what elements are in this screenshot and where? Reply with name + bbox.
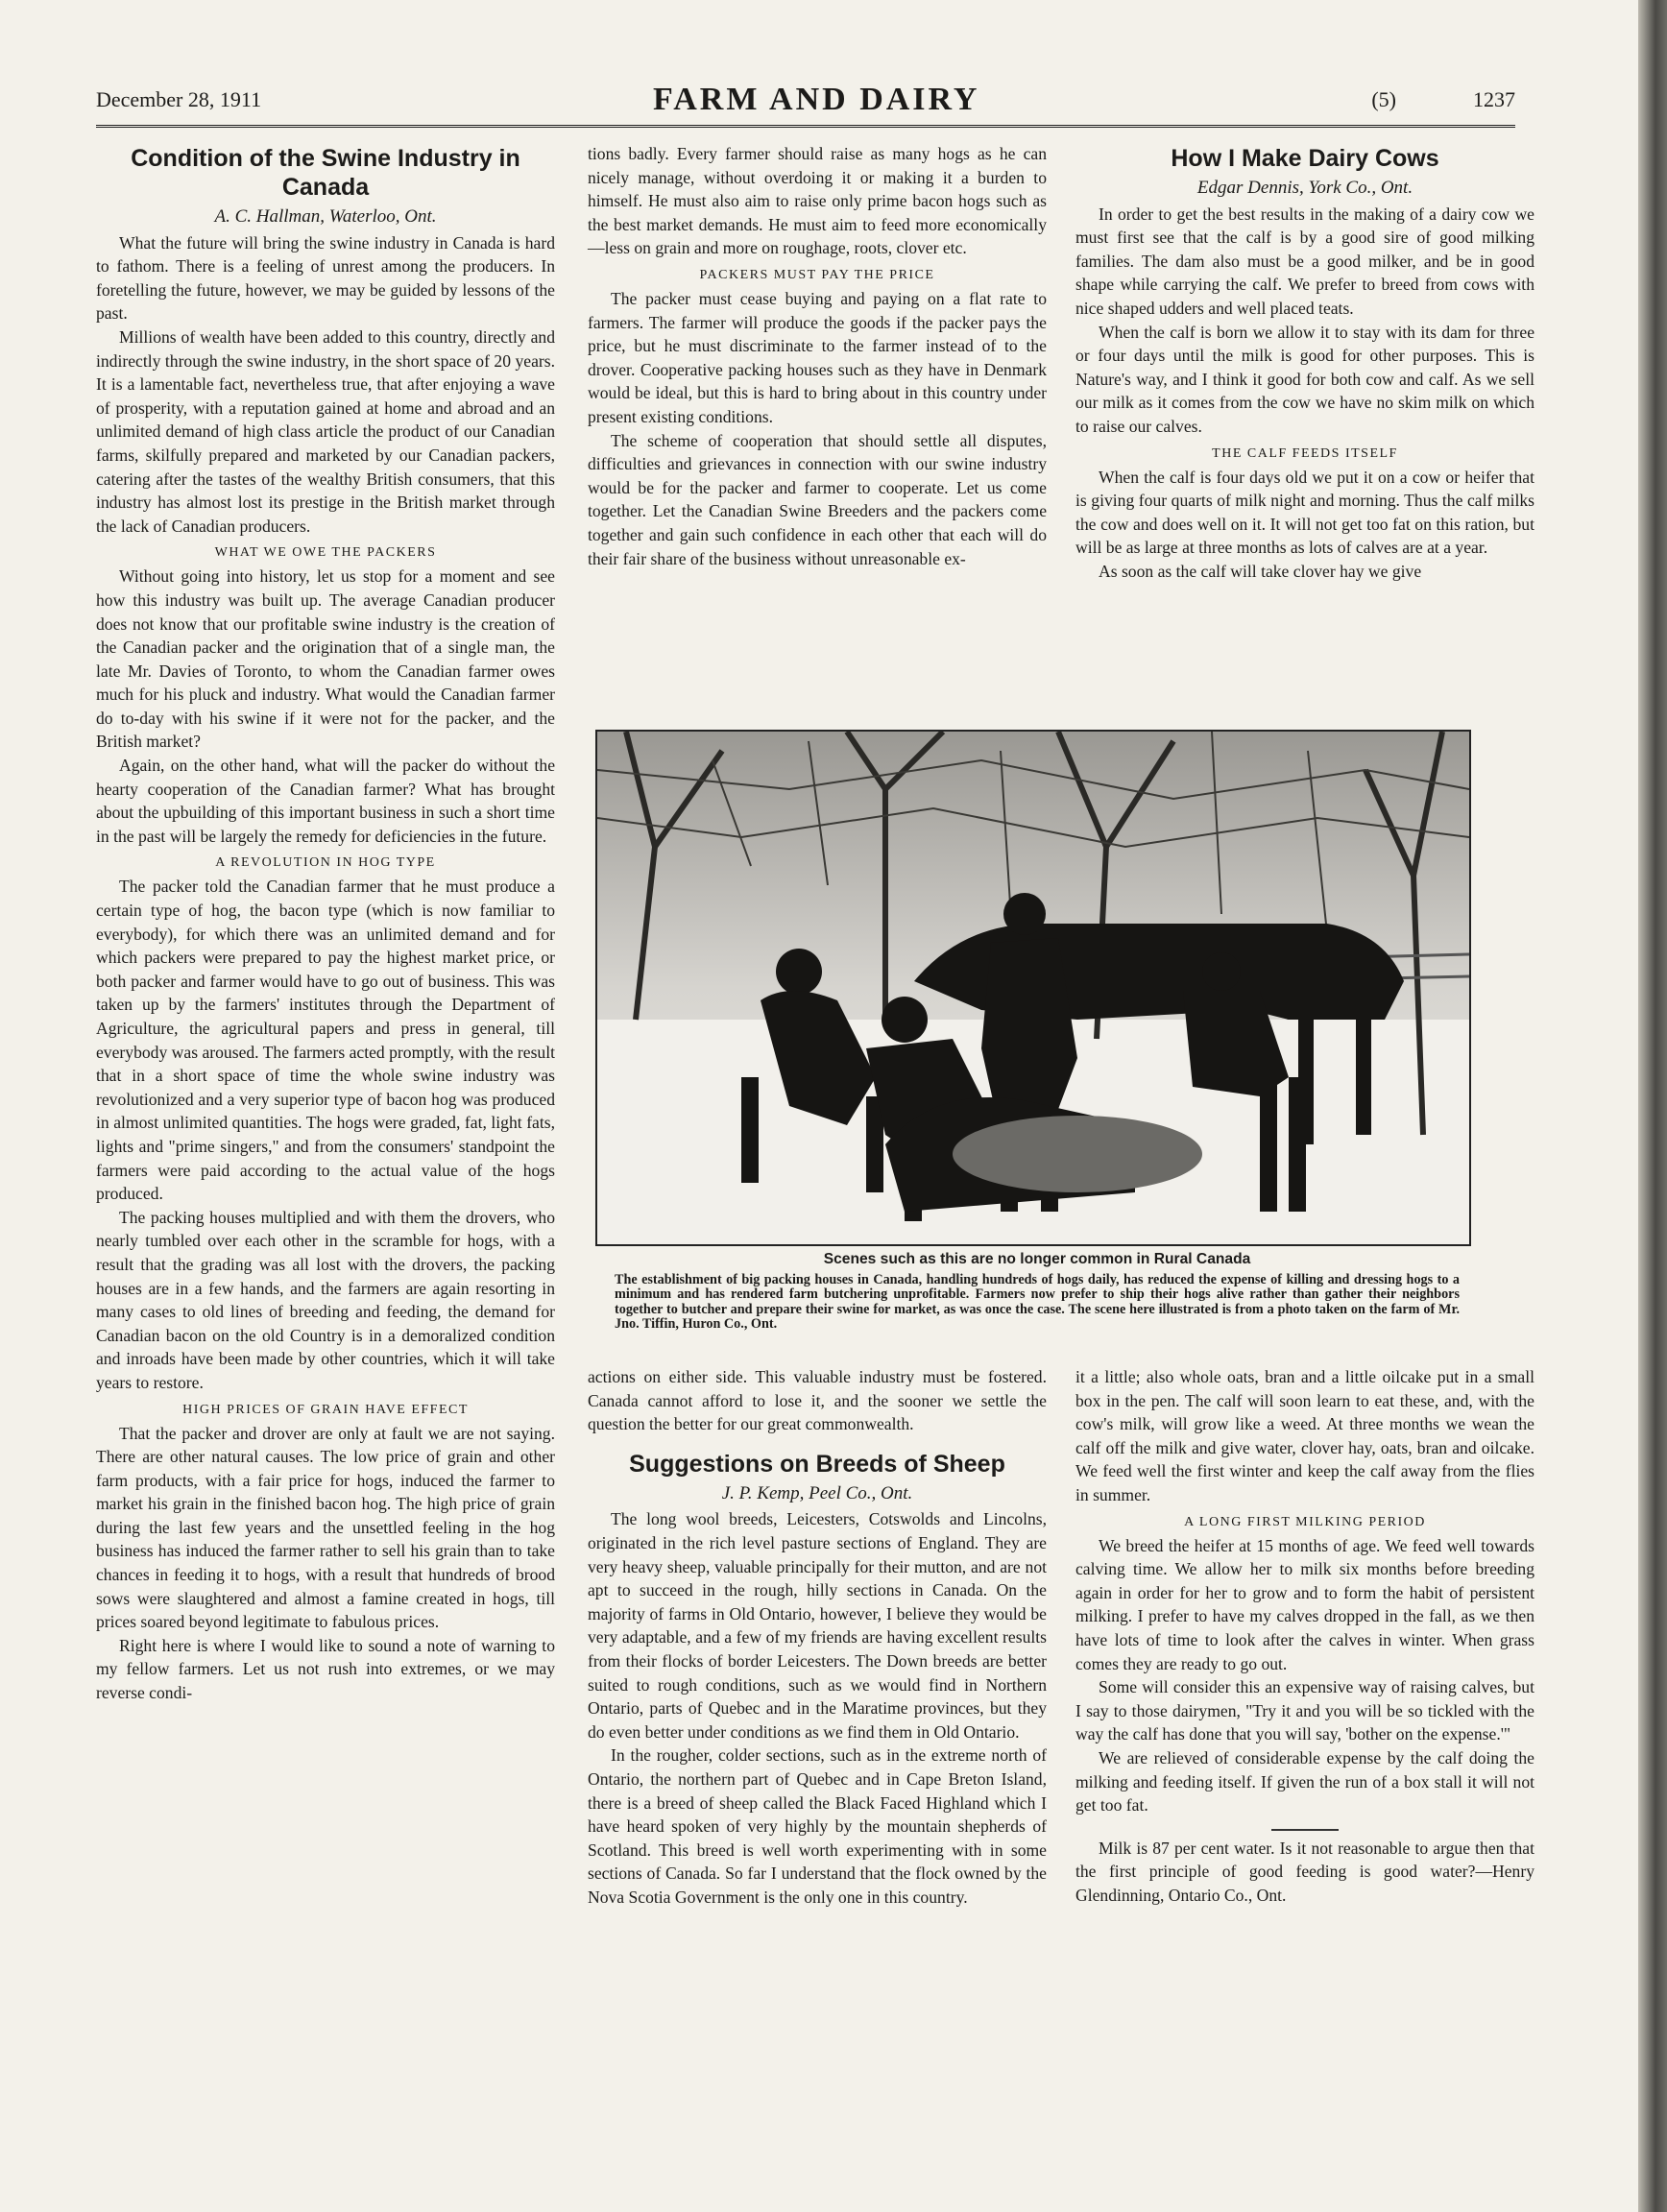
page-numbers <box>1371 87 1515 112</box>
paragraph: The packing houses multiplied and with them the drovers, who nearly tumbled over each other in the scramble for hogs, with a result that the grading was all lost with the drovers, the packing houses are in a few hands, and the farmers are again resorting in many cases to old lines of breeding and feeding, the demand for Canadian bacon on the old Country is in a demoralized condition and inroads have been made by other countries, which it will take years to restore. <box>96 1207 555 1392</box>
paragraph: That the packer and drover are only at fault we are not saying. There are other natural causes. The low price of grain and other farm products, with a fair price for hogs, induced the farmer to market his grain in the finished bacon hog. The high price of grain during the last few years and the unsettled feeling in the hog business has induced the farmer rather to sell his grain than to take chances in feeding it to hogs, with a result that hundreds of brood sows were slaughtered and almost a famine created in hogs, till prices soared beyond legitimate to fabulous prices. <box>96 1423 555 1632</box>
winter-farm-scene-image <box>597 732 1469 1244</box>
paragraph: The long wool breeds, Leicesters, Cotswolds and Lincolns, originated in the rich level pasture sections of England. They are very heavy sheep, valuable principally for their mutton, and are not apt to succeed in the rough, hilly sections in Canada. On the majority of farms in Old Ontario, however, I believe they would be very adaptable, and a few of my friends are having excellent results from their flocks of border Leicesters. The Down breeds are better suited to rough conditions, such as we would find in Northern Ontario, parts of Quebec and in the Maratime provinces, but they do even better under conditions as we find them in Old Ontario. <box>588 1509 1047 1742</box>
paragraph: The packer must cease buying and paying on a flat rate to farmers. The farmer will produce the goods if the packer pays the price, but he must discriminate to the farmer instead of to the drover. Cooperative packing houses such as they have in Denmark would be ideal, but this is hard to bring about in this country under present existing conditions. <box>588 288 1047 426</box>
caption-body: The establishment of big packing houses in Canada, handling hundreds of hogs daily, has reduced the expense of killing and dressing hogs to a minimum and has rendered farm butchering unprofitable. Farmers now prefer to ship their hogs alive rather than gather their neighbors together to butcher and prepare their swine for market, as was once the case. The scene here illustrated is from a photo taken on the farm of Mr. Jno. Tiffin, Huron Co., Ont. <box>615 1271 1460 1333</box>
column-3-bottom <box>1075 1365 1534 1907</box>
photo-caption <box>615 1252 1460 1333</box>
section-divider <box>1271 1829 1339 1831</box>
article-title-swine: Condition of the Swine Industry in Canada <box>131 145 520 201</box>
column-3-top <box>1075 136 1534 584</box>
paragraph: Without going into history, let us stop for a moment and see how this industry was built up. The average Canadian producer does not know that our profitable swine industry is the creation of the Canadian packer and the origination that of a single man, the late Mr. Davies of Toronto, to whom the Canadian farmer owes much for his pluck and industry. What would the Canadian farmer do to-day with his swine if it were not for the packer, and the British market? <box>96 566 555 752</box>
paragraph: Again, on the other hand, what will the packer do without the hearty cooperation of the Canadian farmer? What has brought about the upbuilding of this important business in such a short time in the past will be largely the remedy for deficiencies in the future. <box>96 756 555 846</box>
paragraph: We are relieved of considerable expense by the calf doing the milking and feeding itself. If given the run of a box stall it will not get too fat. <box>1075 1747 1534 1815</box>
article-byline-swine: A. C. Hallman, Waterloo, Ont. <box>214 206 437 227</box>
filler-note: Milk is 87 per cent water. Is it not reasonable to argue then that the first principle of good feeding is good water?—Henry Glendinning, Ontario Co., Ont. <box>1075 1838 1534 1905</box>
volume-page-number: 1237 <box>1473 87 1515 111</box>
paragraph: Millions of wealth have been added to this country, directly and indirectly through the swine industry, in the short space of 20 years. It is a lamentable fact, nevertheless true, that after enjoying a wave of prosperity, with a reputation gained at home and abroad and an unlimited demand of high class article the product of our Canadian farms, skilfully prepared and marketed by our Canadian packers, catering after the tastes of the wealthy British consumers, that this industry has almost lost its prestige in the British market through the lack of Canadian producers. <box>96 326 555 536</box>
subheading: HIGH PRICES OF GRAIN HAVE EFFECT <box>182 1402 469 1417</box>
header-rule <box>96 125 1515 128</box>
article-byline-dairy: Edgar Dennis, York Co., Ont. <box>1196 178 1413 198</box>
article-byline-sheep: J. P. Kemp, Peel Co., Ont. <box>721 1482 913 1503</box>
paragraph: As soon as the calf will take clover hay we give <box>1099 561 1422 581</box>
paragraph: The scheme of cooperation that should settle all disputes, difficulties and grievances in connection with our swine industry would be for the packer and farmer to cooperate. Let us come together. Let the Canadian Swine Breeders and the packers come together and gain such confidence in each other that each will do their fair share of the business without unreasonable ex- <box>588 430 1047 568</box>
hog-butchering-photo <box>595 730 1471 1246</box>
issue-date: December 28, 1911 <box>96 87 262 111</box>
subheading: WHAT WE OWE THE PACKERS <box>214 545 437 561</box>
paragraph: Some will consider this an expensive way of raising calves, but I say to those dairymen, "Try it and you will be so tickled with the way the calf has done that you will say, 'bother on the expense.'" <box>1075 1677 1534 1744</box>
paragraph: actions on either side. This valuable industry must be fostered. Canada cannot afford to lose it, and the sooner we settle the question the better for our great commonwealth. <box>588 1367 1047 1434</box>
column-2-top <box>588 142 1047 570</box>
subheading: THE CALF FEEDS ITSELF <box>1212 445 1398 461</box>
page-header <box>96 75 1515 125</box>
paragraph: tions badly. Every farmer should raise as many hogs as he can nicely manage, without overdoing it or making it a burden to himself. He must also aim to raise only prime bacon hogs such as the best market demands. He must aim to feed more economically—less on grain and more on roughage, roots, clover etc. <box>588 144 1047 258</box>
paragraph: When the calf is four days old we put it on a cow or heifer that is giving four quarts of milk night and morning. Thus the calf milks the cow and does well on it. It will not get too fat on this ration, but will be as large at three months as lots of calves are at a year. <box>1075 467 1534 558</box>
paragraph: Right here is where I would like to sound a note of warning to my fellow farmers. Let us not rush into extremes, or we may reverse condi- <box>96 1635 555 1703</box>
column-2-bottom <box>588 1365 1047 1909</box>
caption-title: Scenes such as this are no longer common in Rural Canada <box>823 1251 1251 1267</box>
page-number: (5) <box>1371 87 1396 111</box>
masthead: FARM AND DAIRY <box>652 82 980 117</box>
subheading: A LONG FIRST MILKING PERIOD <box>1184 1514 1426 1529</box>
paragraph: In order to get the best results in the making of a dairy cow we must first see that the calf is by a good sire of good milking families. The dam also must be a good milker, and be in good shape while carrying the calf. We prefer to breed from cows with nice shaped udders and well placed teats. <box>1075 204 1534 318</box>
paragraph: We breed the heifer at 15 months of age. We feed well towards calving time. We allow her to milk six months before breeding again in order for her to grow and to form the habit of persistent milking. I prefer to have my calves dropped in the fall, as we then have lots of time to look after the calves in winter. When grass comes they are ready to go out. <box>1075 1535 1534 1673</box>
paragraph: What the future will bring the swine industry in Canada is hard to fathom. There is a feeling of unrest among the producers. In foretelling the future, however, we may be guided by lessons of the past. <box>96 232 555 324</box>
scan-page-edge <box>1638 0 1667 2212</box>
subheading: A REVOLUTION IN HOG TYPE <box>215 855 436 871</box>
paragraph: The packer told the Canadian farmer that he must produce a certain type of hog, the bacon type (which is now familiar to everybody), for which there was an unlimited demand and for which packers were prepared to pay the highest market price, or both packer and farmer would have to go out of business. This was taken up by the farmers' institutes through the Department of Agriculture, the agricultural papers and press in general, till everybody was aroused. The farmers acted promptly, with the result that in a short space of time the whole swine industry was revolutionized and a very superior type of bacon hog was produced in almost unlimited quantities. The hogs were graded, fat, light fats, lights and "prime singers," and from the consumers' standpoint the farmers were paid according to the actual value of the hogs produced. <box>96 877 555 1204</box>
column-1 <box>96 136 555 1705</box>
subheading: PACKERS MUST PAY THE PRICE <box>699 267 935 282</box>
article-title-dairy: How I Make Dairy Cows <box>1171 145 1439 172</box>
article-title-sheep: Suggestions on Breeds of Sheep <box>629 1450 1005 1478</box>
paragraph: When the calf is born we allow it to stay with its dam for three or four days until the milk is good for other purposes. This is Nature's way, and I think it good for both cow and calf. As we sell our milk as it comes from the cow we have no skim milk on which to raise our calves. <box>1075 322 1534 436</box>
paragraph: it a little; also whole oats, bran and a little oilcake put in a small box in the pen. The calf will soon learn to eat these, and, with the cow's milk, will grow like a weed. At three months we wean the calf off the milk and give water, clover hay, oats, bran and oilcake. We feed well the first winter and keep the calf away from the flies in summer. <box>1075 1367 1534 1504</box>
paragraph: In the rougher, colder sections, such as in the extreme north of Ontario, the northern part of Quebec and in Cape Breton Island, there is a breed of sheep called the Black Faced Highland which I have heard spoken of very highly by the mountain shepherds of Scotland. This breed is well worth experimenting with in some sections of Canada. So far I understand that the flock owned by the Nova Scotia Government is the only one in this country. <box>588 1745 1047 1907</box>
